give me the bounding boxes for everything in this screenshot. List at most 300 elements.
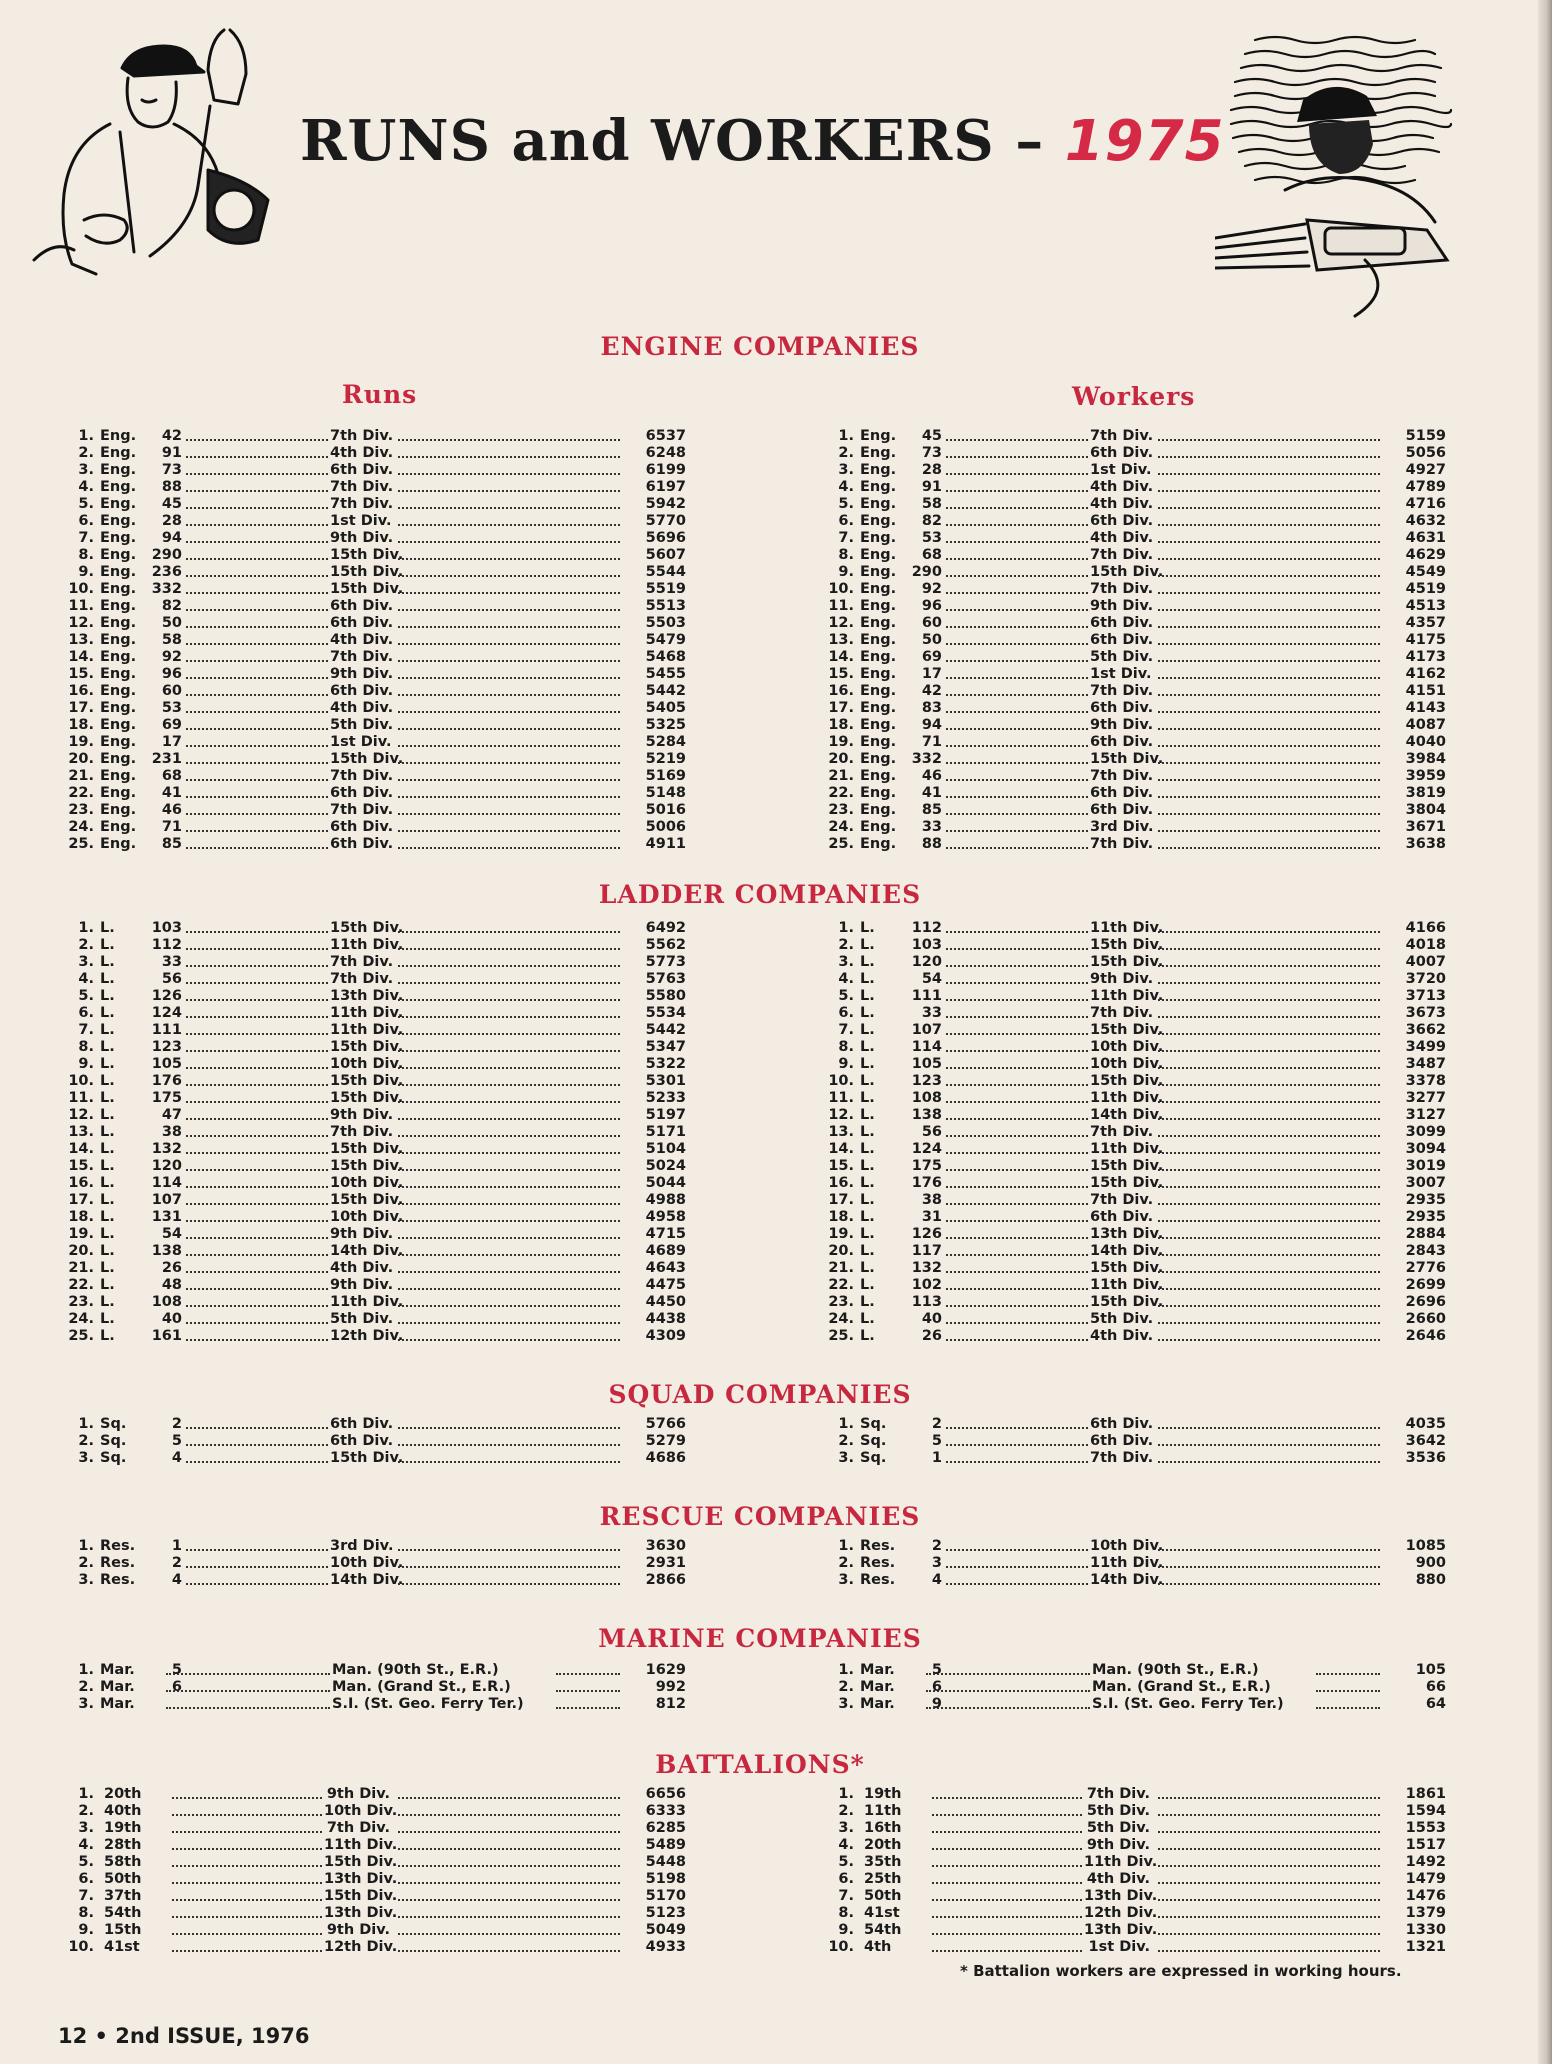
- division: 7th Div.: [330, 428, 394, 444]
- dot-leader: [1158, 479, 1380, 492]
- rank: 11.: [68, 598, 94, 614]
- company-number: 2: [931, 1416, 942, 1432]
- rank: 1.: [78, 1416, 94, 1432]
- division: 11th Div.: [1090, 920, 1164, 936]
- division: 13th Div.: [1090, 1226, 1164, 1242]
- count-value: 6537: [645, 428, 686, 444]
- unit-type: L.: [860, 937, 875, 953]
- count-value: 5006: [645, 819, 686, 835]
- dot-leader: [1158, 513, 1380, 526]
- unit-type: Eng.: [100, 734, 137, 750]
- unit-type: L.: [860, 1141, 875, 1157]
- company-number: 6: [931, 1679, 942, 1695]
- rank: 20.: [828, 751, 854, 767]
- dot-leader: [1158, 836, 1380, 849]
- dot-leader: [1158, 937, 1380, 950]
- dot-leader: [1158, 598, 1380, 611]
- count-value: 5279: [645, 1433, 686, 1449]
- rank: 2.: [78, 937, 94, 953]
- dot-leader: [1158, 581, 1380, 594]
- rank: 11.: [828, 1090, 854, 1106]
- count-value: 4309: [645, 1328, 686, 1344]
- company-number: 236: [151, 564, 182, 580]
- division: 9th Div.: [326, 1786, 390, 1802]
- dot-leader: [186, 751, 328, 764]
- dot-leader: [186, 1572, 328, 1585]
- division: 14th Div.: [330, 1572, 404, 1588]
- division: 6th Div.: [330, 785, 394, 801]
- division: 9th Div.: [330, 666, 394, 682]
- rank: 22.: [68, 785, 94, 801]
- division: 15th Div.: [1090, 751, 1164, 767]
- company-number: 108: [151, 1294, 182, 1310]
- count-value: 4519: [1405, 581, 1446, 597]
- division: 15th Div.: [1090, 1260, 1164, 1276]
- dot-leader: [1158, 1555, 1380, 1568]
- rank: 23.: [828, 1294, 854, 1310]
- rank: 13.: [828, 632, 854, 648]
- count-value: 3804: [1405, 802, 1446, 818]
- dot-leader: [398, 734, 620, 747]
- company-number: 38: [921, 1192, 942, 1208]
- company-number: 88: [921, 836, 942, 852]
- rank: 22.: [828, 785, 854, 801]
- dot-leader: [398, 445, 620, 458]
- division: 5th Div.: [1086, 1803, 1150, 1819]
- dot-leader: [186, 1056, 328, 1069]
- division: 6th Div.: [330, 819, 394, 835]
- unit-type: L.: [100, 988, 115, 1004]
- count-value: 1861: [1405, 1786, 1446, 1802]
- division: 9th Div.: [330, 1107, 394, 1123]
- count-value: 5479: [645, 632, 686, 648]
- dot-leader: [1158, 1538, 1380, 1551]
- unit-type: Eng.: [860, 700, 897, 716]
- unit-type: Eng.: [860, 581, 897, 597]
- company-number: 73: [161, 462, 182, 478]
- dot-leader: [1158, 751, 1380, 764]
- dot-leader: [186, 1073, 328, 1086]
- unit-type: 15th: [104, 1922, 142, 1938]
- dot-leader: [398, 1073, 620, 1086]
- unit-type: Eng.: [860, 632, 897, 648]
- count-value: 6248: [645, 445, 686, 461]
- count-value: 5198: [645, 1871, 686, 1887]
- count-value: 4450: [645, 1294, 686, 1310]
- division: 15th Div.: [1090, 937, 1164, 953]
- count-value: 1594: [1405, 1803, 1446, 1819]
- company-number: 68: [161, 768, 182, 784]
- dot-leader: [1158, 1786, 1380, 1799]
- unit-type: Eng.: [860, 751, 897, 767]
- division: 6th Div.: [330, 683, 394, 699]
- rank: 20.: [68, 1243, 94, 1259]
- dot-leader: [946, 598, 1088, 611]
- company-number: 82: [921, 513, 942, 529]
- dot-leader: [946, 802, 1088, 815]
- rank: 4.: [838, 1837, 854, 1853]
- division: 15th Div.: [1090, 564, 1164, 580]
- count-value: 105: [1415, 1662, 1446, 1678]
- unit-type: L.: [100, 937, 115, 953]
- dot-leader: [932, 1905, 1082, 1918]
- division: 6th Div.: [1090, 1433, 1154, 1449]
- division: 11th Div.: [330, 1294, 404, 1310]
- unit-type: 20th: [864, 1837, 902, 1853]
- rank: 3.: [838, 954, 854, 970]
- unit-type: Eng.: [860, 428, 897, 444]
- unit-type: Eng.: [860, 819, 897, 835]
- unit-type: 35th: [864, 1854, 902, 1870]
- count-value: 5347: [645, 1039, 686, 1055]
- division: 6th Div.: [330, 462, 394, 478]
- rank: 6.: [838, 1871, 854, 1887]
- unit-type: 4th: [864, 1939, 892, 1955]
- count-value: 4007: [1405, 954, 1446, 970]
- rank: 10.: [828, 581, 854, 597]
- division: Man. (Grand St., E.R.): [1092, 1679, 1271, 1695]
- dot-leader: [398, 1854, 620, 1867]
- dot-leader: [186, 632, 328, 645]
- division: 11th Div.: [1090, 988, 1164, 1004]
- unit-type: 20th: [104, 1786, 142, 1802]
- rank: 2.: [838, 937, 854, 953]
- dot-leader: [932, 1837, 1082, 1850]
- count-value: 4632: [1405, 513, 1446, 529]
- rank: 21.: [828, 768, 854, 784]
- dot-leader: [1158, 1124, 1380, 1137]
- division: 4th Div.: [1090, 496, 1154, 512]
- unit-type: L.: [100, 1056, 115, 1072]
- division: 9th Div.: [326, 1922, 390, 1938]
- rank: 23.: [68, 1294, 94, 1310]
- rank: 12.: [828, 1107, 854, 1123]
- division: 15th Div.: [330, 1141, 404, 1157]
- company-number: 1: [931, 1450, 942, 1466]
- count-value: 4018: [1405, 937, 1446, 953]
- unit-type: L.: [860, 988, 875, 1004]
- dot-leader: [946, 581, 1088, 594]
- division: 4th Div.: [330, 445, 394, 461]
- count-value: 1379: [1405, 1905, 1446, 1921]
- unit-type: Eng.: [860, 734, 897, 750]
- division: 5th Div.: [1090, 1311, 1154, 1327]
- division: 6th Div.: [330, 1416, 394, 1432]
- count-value: 4988: [645, 1192, 686, 1208]
- dot-leader: [186, 666, 328, 679]
- count-value: 2660: [1405, 1311, 1446, 1327]
- rank: 5.: [838, 496, 854, 512]
- rank: 21.: [68, 1260, 94, 1276]
- company-number: 69: [161, 717, 182, 733]
- unit-type: L.: [100, 1192, 115, 1208]
- unit-type: Eng.: [100, 768, 137, 784]
- dot-leader: [1158, 802, 1380, 815]
- count-value: 5942: [645, 496, 686, 512]
- company-number: 4: [931, 1572, 942, 1588]
- unit-type: Sq.: [860, 1416, 887, 1432]
- company-number: 50: [921, 632, 942, 648]
- count-value: 3378: [1405, 1073, 1446, 1089]
- unit-type: Eng.: [100, 530, 137, 546]
- count-value: 900: [1415, 1555, 1446, 1571]
- dot-leader: [1158, 1871, 1380, 1884]
- division: 4th Div.: [330, 1260, 394, 1276]
- company-number: 114: [151, 1175, 182, 1191]
- dot-leader: [946, 1209, 1088, 1222]
- company-number: 28: [921, 462, 942, 478]
- dot-leader: [398, 954, 620, 967]
- unit-type: Eng.: [100, 479, 137, 495]
- dot-leader: [186, 1226, 328, 1239]
- dot-leader: [398, 1107, 620, 1120]
- company-number: 6: [171, 1679, 182, 1695]
- dot-leader: [172, 1905, 322, 1918]
- unit-type: L.: [860, 1311, 875, 1327]
- company-number: 107: [911, 1022, 942, 1038]
- dot-leader: [172, 1854, 322, 1867]
- division: 7th Div.: [1090, 547, 1154, 563]
- unit-type: L.: [100, 1209, 115, 1225]
- count-value: 5513: [645, 598, 686, 614]
- dot-leader: [1316, 1679, 1380, 1692]
- division: 7th Div.: [1090, 768, 1154, 784]
- dot-leader: [186, 479, 328, 492]
- count-value: 3984: [1405, 751, 1446, 767]
- dot-leader: [398, 1090, 620, 1103]
- count-value: 5448: [645, 1854, 686, 1870]
- rank: 16.: [828, 683, 854, 699]
- division: 4th Div.: [1086, 1871, 1150, 1887]
- company-number: 96: [921, 598, 942, 614]
- company-number: 4: [171, 1572, 182, 1588]
- count-value: 2866: [645, 1572, 686, 1588]
- rank: 2.: [78, 445, 94, 461]
- dot-leader: [398, 1124, 620, 1137]
- rank: 25.: [828, 836, 854, 852]
- unit-type: Sq.: [860, 1433, 887, 1449]
- company-number: 26: [161, 1260, 182, 1276]
- dot-leader: [946, 785, 1088, 798]
- rank: 6.: [838, 513, 854, 529]
- company-number: 103: [151, 920, 182, 936]
- division: 6th Div.: [1090, 1209, 1154, 1225]
- dot-leader: [946, 1243, 1088, 1256]
- division: 12th Div.: [324, 1939, 398, 1955]
- unit-type: L.: [100, 1022, 115, 1038]
- count-value: 4357: [1405, 615, 1446, 631]
- dot-leader: [172, 1803, 322, 1816]
- dot-leader: [1158, 1450, 1380, 1463]
- unit-type: L.: [860, 1294, 875, 1310]
- dot-leader: [946, 445, 1088, 458]
- company-number: 111: [151, 1022, 182, 1038]
- rank: 1.: [78, 1786, 94, 1802]
- unit-type: Sq.: [100, 1433, 127, 1449]
- title-dash: –: [1015, 108, 1045, 174]
- dot-leader: [946, 462, 1088, 475]
- rank: 6.: [838, 1005, 854, 1021]
- company-number: 2: [171, 1555, 182, 1571]
- dot-leader: [398, 1141, 620, 1154]
- dot-leader: [946, 564, 1088, 577]
- division: Man. (Grand St., E.R.): [332, 1679, 511, 1695]
- company-number: 102: [911, 1277, 942, 1293]
- dot-leader: [946, 513, 1088, 526]
- division: 11th Div.: [1090, 1555, 1164, 1571]
- count-value: 5322: [645, 1056, 686, 1072]
- unit-type: Sq.: [100, 1416, 127, 1432]
- count-value: 5580: [645, 988, 686, 1004]
- dot-leader: [1158, 1226, 1380, 1239]
- division: 11th Div.: [1084, 1854, 1158, 1870]
- rank: 22.: [828, 1277, 854, 1293]
- dot-leader: [946, 717, 1088, 730]
- dot-leader: [398, 1294, 620, 1307]
- company-number: 290: [911, 564, 942, 580]
- count-value: 5284: [645, 734, 686, 750]
- dot-leader: [946, 1294, 1088, 1307]
- count-value: 5489: [645, 1837, 686, 1853]
- dot-leader: [398, 581, 620, 594]
- count-value: 4162: [1405, 666, 1446, 682]
- rank: 1.: [838, 1786, 854, 1802]
- rank: 23.: [68, 802, 94, 818]
- company-number: 73: [921, 445, 942, 461]
- division: 15th Div.: [330, 547, 404, 563]
- dot-leader: [946, 649, 1088, 662]
- rank: 25.: [828, 1328, 854, 1344]
- squad-section-title: SQUAD COMPANIES: [608, 1380, 912, 1409]
- rank: 2.: [838, 1433, 854, 1449]
- unit-type: L.: [860, 1005, 875, 1021]
- dot-leader: [1158, 971, 1380, 984]
- rescue-section-title: RESCUE COMPANIES: [599, 1502, 921, 1531]
- division: 13th Div.: [330, 988, 404, 1004]
- count-value: 5171: [645, 1124, 686, 1140]
- unit-type: Eng.: [860, 802, 897, 818]
- unit-type: L.: [860, 920, 875, 936]
- division: 15th Div.: [330, 1192, 404, 1208]
- company-number: 40: [161, 1311, 182, 1327]
- count-value: 3127: [1405, 1107, 1446, 1123]
- unit-type: Eng.: [100, 581, 137, 597]
- count-value: 5607: [645, 547, 686, 563]
- division: 15th Div.: [1090, 954, 1164, 970]
- count-value: 6656: [645, 1786, 686, 1802]
- count-value: 64: [1425, 1696, 1446, 1712]
- count-value: 4035: [1405, 1416, 1446, 1432]
- company-number: 5: [171, 1662, 182, 1678]
- rank: 18.: [68, 1209, 94, 1225]
- unit-type: Eng.: [860, 513, 897, 529]
- dot-leader: [1158, 1005, 1380, 1018]
- dot-leader: [946, 666, 1088, 679]
- rank: 2.: [838, 1555, 854, 1571]
- division: 14th Div.: [1090, 1243, 1164, 1259]
- dot-leader: [398, 632, 620, 645]
- count-value: 66: [1425, 1679, 1446, 1695]
- count-value: 5049: [645, 1922, 686, 1938]
- dot-leader: [398, 615, 620, 628]
- count-value: 1492: [1405, 1854, 1446, 1870]
- unit-type: L.: [860, 1175, 875, 1191]
- count-value: 4958: [645, 1209, 686, 1225]
- count-value: 4143: [1405, 700, 1446, 716]
- dot-leader: [946, 1538, 1088, 1551]
- unit-type: L.: [860, 1277, 875, 1293]
- count-value: 5233: [645, 1090, 686, 1106]
- company-number: 5: [171, 1433, 182, 1449]
- dot-leader: [1158, 1243, 1380, 1256]
- company-number: 5: [931, 1662, 942, 1678]
- dot-leader: [186, 1158, 328, 1171]
- division: 9th Div.: [1090, 598, 1154, 614]
- dot-leader: [398, 1555, 620, 1568]
- dot-leader: [398, 1905, 620, 1918]
- rank: 2.: [838, 445, 854, 461]
- rank: 17.: [68, 700, 94, 716]
- dot-leader: [1158, 462, 1380, 475]
- division: 10th Div.: [324, 1803, 398, 1819]
- company-number: 53: [161, 700, 182, 716]
- unit-type: L.: [100, 1243, 115, 1259]
- company-number: 176: [151, 1073, 182, 1089]
- dot-leader: [946, 1192, 1088, 1205]
- count-value: 3662: [1405, 1022, 1446, 1038]
- count-value: 5405: [645, 700, 686, 716]
- dot-leader: [556, 1696, 620, 1709]
- rank: 1.: [78, 428, 94, 444]
- dot-leader: [946, 1175, 1088, 1188]
- unit-type: L.: [860, 1090, 875, 1106]
- rank: 7.: [78, 1888, 94, 1904]
- dot-leader: [1158, 445, 1380, 458]
- unit-type: Eng.: [100, 496, 137, 512]
- rank: 14.: [828, 1141, 854, 1157]
- division: 7th Div.: [330, 649, 394, 665]
- count-value: 4715: [645, 1226, 686, 1242]
- dot-leader: [932, 1854, 1082, 1867]
- dot-leader: [946, 530, 1088, 543]
- rank: 15.: [68, 1158, 94, 1174]
- dot-leader: [398, 1939, 620, 1952]
- company-number: 17: [921, 666, 942, 682]
- unit-type: Eng.: [100, 649, 137, 665]
- rank: 14.: [828, 649, 854, 665]
- division: 10th Div.: [330, 1555, 404, 1571]
- dot-leader: [398, 802, 620, 815]
- division: 6th Div.: [1090, 445, 1154, 461]
- division: 7th Div.: [330, 768, 394, 784]
- company-number: 138: [151, 1243, 182, 1259]
- dot-leader: [398, 428, 620, 441]
- dot-leader: [398, 1005, 620, 1018]
- unit-type: L.: [100, 1328, 115, 1344]
- division: 5th Div.: [330, 717, 394, 733]
- company-number: 60: [161, 683, 182, 699]
- unit-type: Eng.: [100, 513, 137, 529]
- dot-leader: [946, 1555, 1088, 1568]
- division: 13th Div.: [1084, 1922, 1158, 1938]
- unit-type: L.: [860, 1192, 875, 1208]
- count-value: 5148: [645, 785, 686, 801]
- rank: 8.: [838, 1905, 854, 1921]
- count-value: 6492: [645, 920, 686, 936]
- rank: 11.: [828, 598, 854, 614]
- division: 7th Div.: [330, 971, 394, 987]
- dot-leader: [172, 1939, 322, 1952]
